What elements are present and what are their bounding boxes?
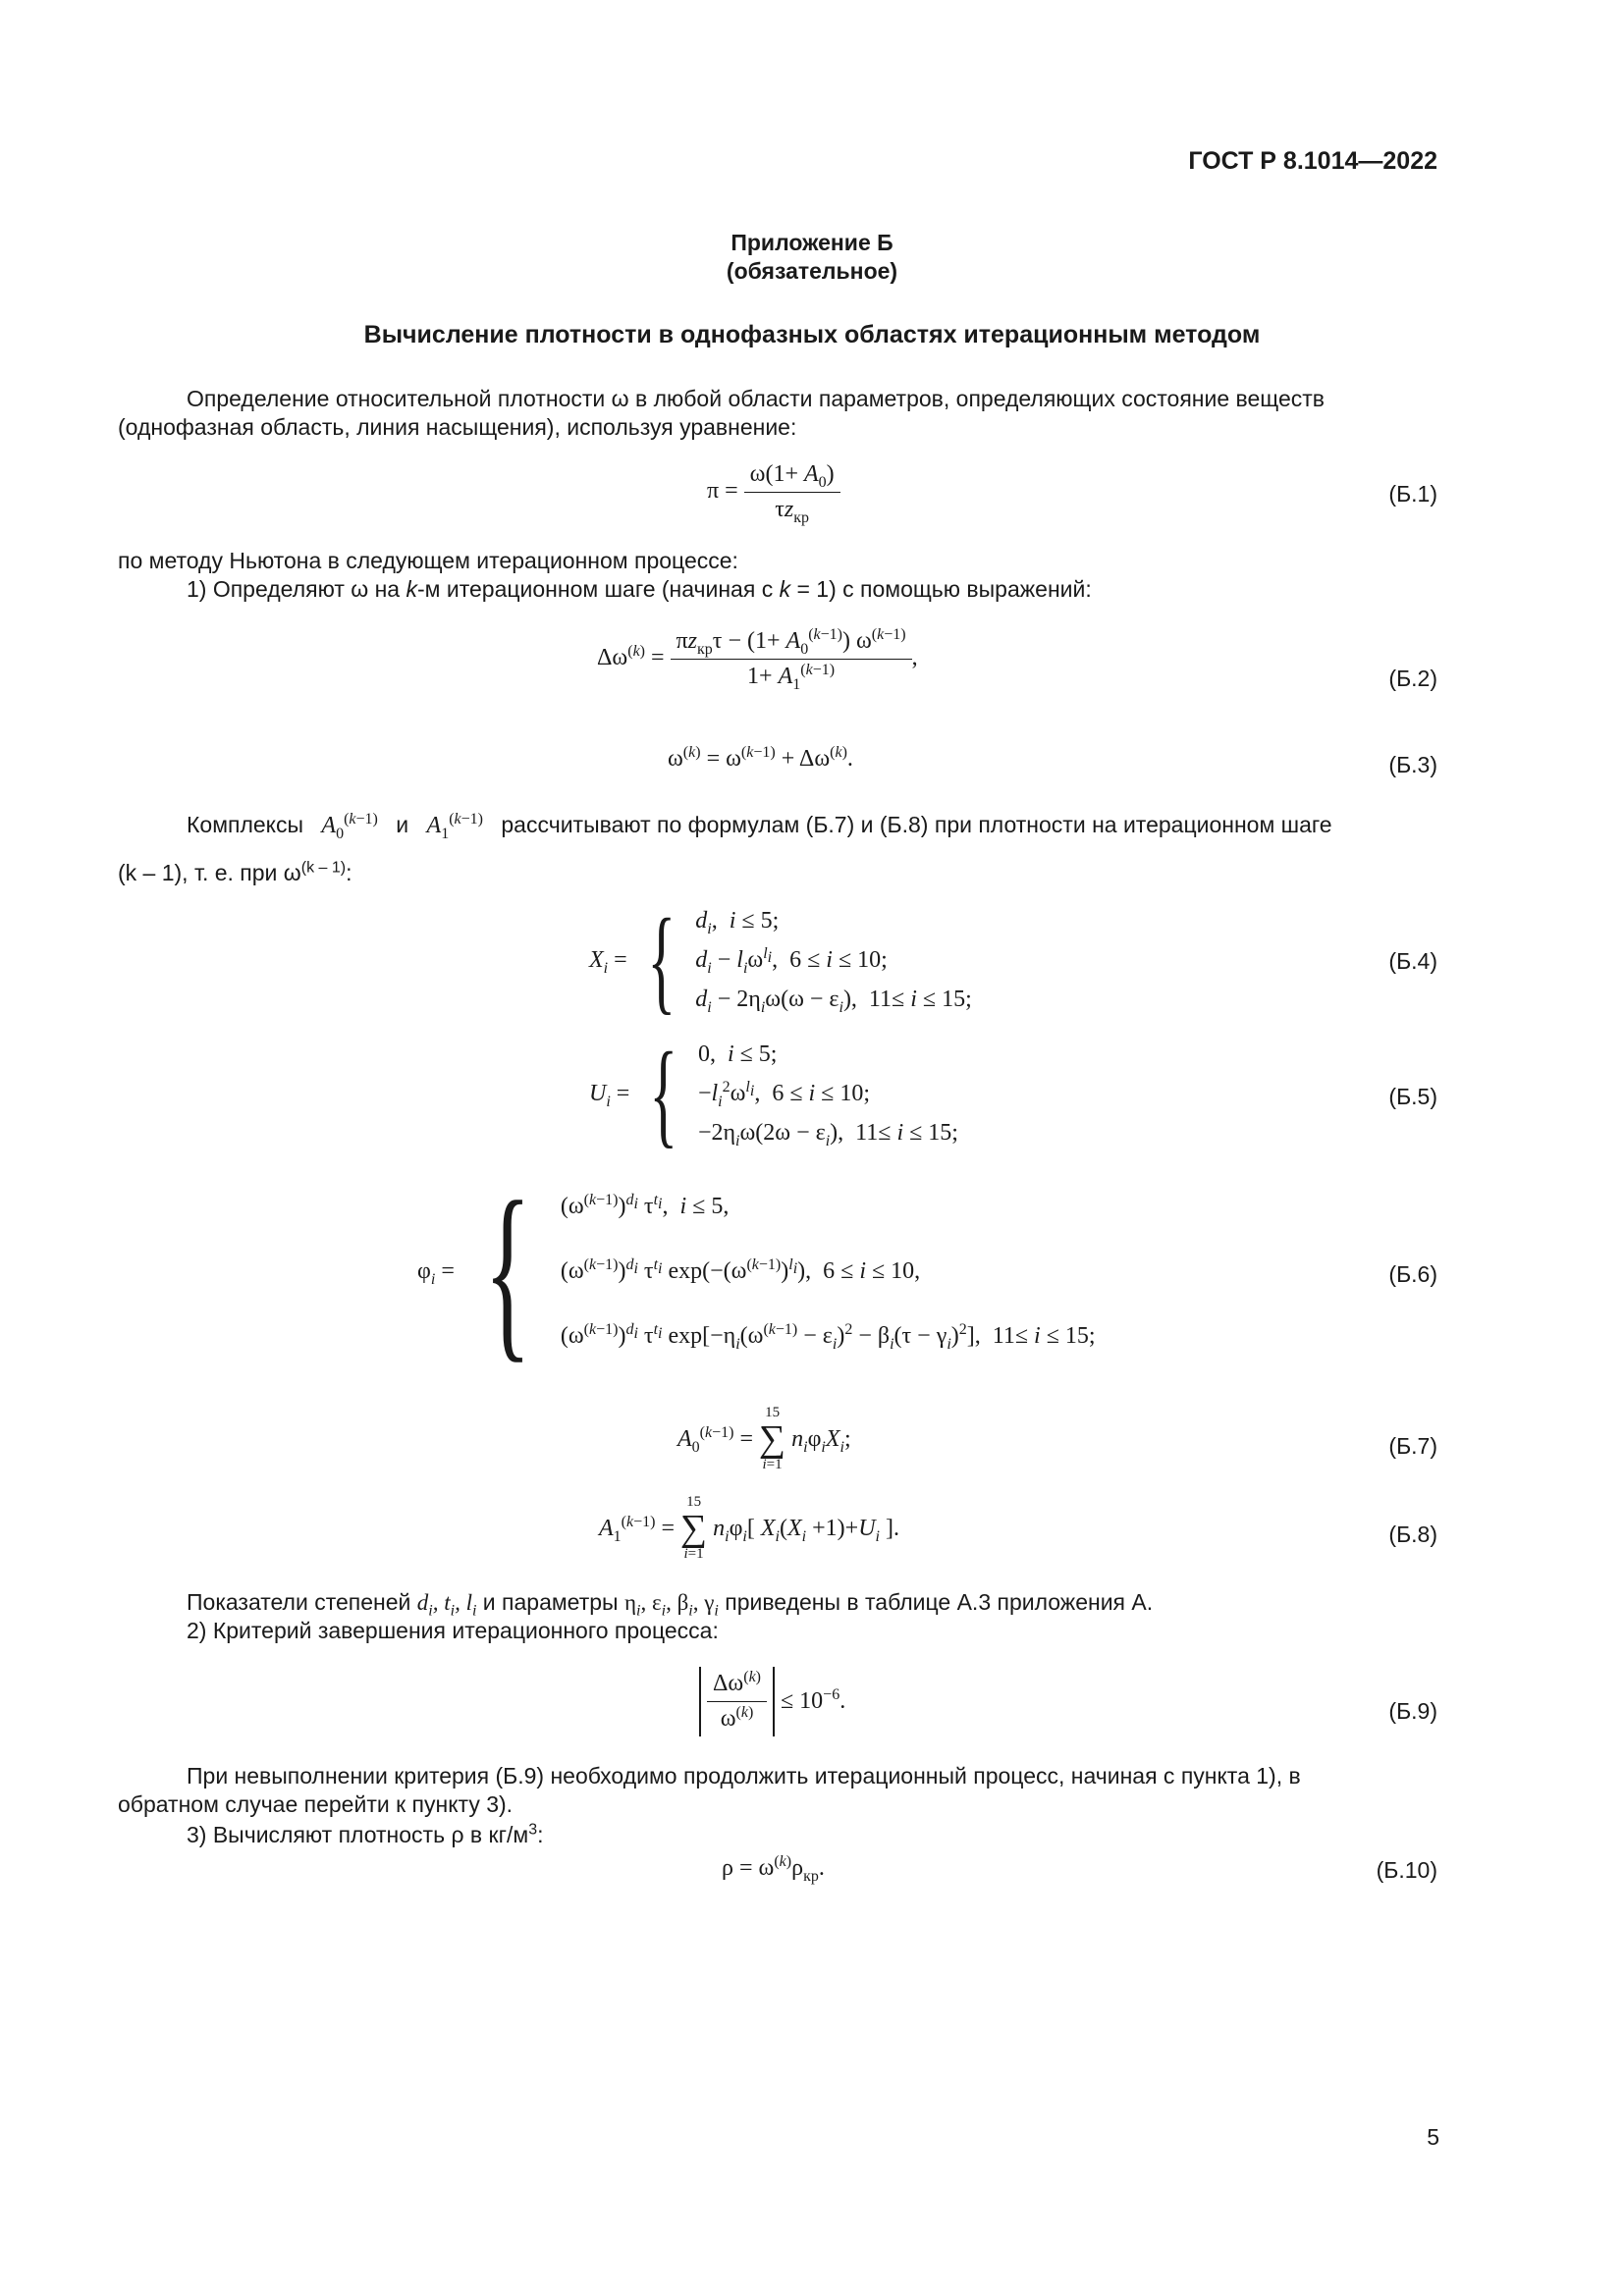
appendix-title: Приложение Б — [731, 230, 893, 255]
paragraph-newton: по методу Ньютона в следующем итерационном процессе: — [118, 548, 738, 573]
step1-text: 1) Определяют ω на k-м итерационном шаге (начиная с k = 1) с помощью выражений: — [187, 576, 1092, 602]
equation-number: (Б.4) — [1388, 948, 1437, 974]
equation-number: (Б.3) — [1388, 752, 1437, 777]
standard-header: ГОСТ Р 8.1014—2022 — [1188, 147, 1437, 175]
equation-number: (Б.6) — [1388, 1261, 1437, 1287]
equation-number: (Б.2) — [1388, 666, 1437, 691]
paragraph-intro-line2: (однофазная область, линия насыщения), используя уравнение: — [118, 414, 797, 440]
appendix-status: (обязательное) — [726, 258, 898, 284]
equation-b8: $A_1^{(k-1)}$ = 15 ∑ i=1 $n_i\varphi_i$[ $X_i(X_i +1)+U_i$ ]. — [599, 1494, 899, 1562]
equation-b4: $X_i$ = { $d_i$, i ≤ 5; $d_i - l_i\omega^{l_i}$, 6 ≤ i ≤ 10; $d_i - 2\eta_i\omega(\omega - \varepsilon_i)$, 11≤ i ≤ 15; — [589, 894, 972, 1025]
equation-b7: $A_0^{(k-1)}$ = 15 ∑ i=1 $n_i\varphi_iX_i$; — [677, 1405, 851, 1472]
equation-b6: $\varphi_i$ = { $(\omega^{(k-1)})^{d_i}$ $\tau^{t_i}$, i ≤ 5, $(\omega^{(k-1)})^{d_i}$ $\tau^{t_i}$ $\exp(-(\omega^{(k-1)})^{l_i})$, 6 ≤ i ≤ 10, $(\omega^{(k-1)})^{d_i}$ $\tau^{t_i}$ $\exp[-\eta_i(\omega^{(k-1)} - \varepsilon_i)^2 - \beta_i(\tau - \gamma_i)^2]$, 11≤ i ≤ 15; — [417, 1162, 1096, 1379]
equation-number: (Б.7) — [1388, 1433, 1437, 1459]
paragraph-complexes-line2: (k – 1), т. е. при $\omega^{(k - 1)}$: — [118, 859, 352, 885]
equation-b10: $\rho = \omega^{(k)}\rho_{кр}$. — [722, 1853, 825, 1885]
step3-text: 3) Вычисляют плотность ρ в $кг/м^3$: — [187, 1821, 544, 1847]
equation-number: (Б.1) — [1388, 481, 1437, 507]
step2-text: 2) Критерий завершения итерационного процесса: — [187, 1618, 719, 1643]
paragraph-exponents: Показатели степеней $d_i$, $t_i$, $l_i$ и параметры $\eta_i$, $\varepsilon_i$, $\beta_i$, $\gamma_i$ приведены в таблице А.3 приложения А. — [187, 1589, 1154, 1620]
equation-number: (Б.9) — [1388, 1698, 1437, 1724]
paragraph-intro-line1: Определение относительной плотности ω в любой области параметров, определяющих состояние веществ — [187, 386, 1325, 411]
equation-b5: $U_i$ = { 0, i ≤ 5; $-l_i^2\omega^{l_i}$, 6 ≤ i ≤ 10; $-2\eta_i\omega(2\omega - \varepsilon_i)$, 11≤ i ≤ 15; — [589, 1028, 958, 1158]
equation-number: (Б.8) — [1388, 1522, 1437, 1547]
paragraph-fail-line1: При невыполнении критерия (Б.9) необходимо продолжить итерационный процесс, начиная с пункта 1), в — [187, 1763, 1301, 1789]
equation-number: (Б.10) — [1376, 1857, 1437, 1883]
page-number: 5 — [1427, 2124, 1439, 2150]
equation-b1: π = $\frac{\omega(1+ A_0)}{\tau z_{кр}}$ — [707, 461, 840, 523]
equation-b3: $\omega^{(k)} = \omega^{(k-1)} + \Delta\omega^{(k)}$. — [668, 744, 853, 772]
paragraph-fail-line2: обратном случае перейти к пункту 3). — [118, 1791, 514, 1817]
equation-number: (Б.5) — [1388, 1084, 1437, 1109]
equation-b2: $\Delta\omega^{(k)}$ = $\frac{\pi z_{кр}\tau - (1+ A_0^{(k-1)}) \omega^{(k-1)}}{1+ A_1^{(k-1)}}$ , — [597, 626, 918, 693]
section-title: Вычисление плотности в однофазных областях итерационным методом — [363, 321, 1261, 348]
paragraph-complexes: Комплексы $A_0^{(k-1)}$ и $A_1^{(k-1)}$ рассчитывают по формулам (Б.7) и (Б.8) при плотности на итерационном шаге — [187, 811, 1332, 842]
equation-b9: $\frac{\Delta\omega^{(k)}}{\omega^{(k)}}$ ≤ $10^{-6}$. — [699, 1667, 845, 1736]
